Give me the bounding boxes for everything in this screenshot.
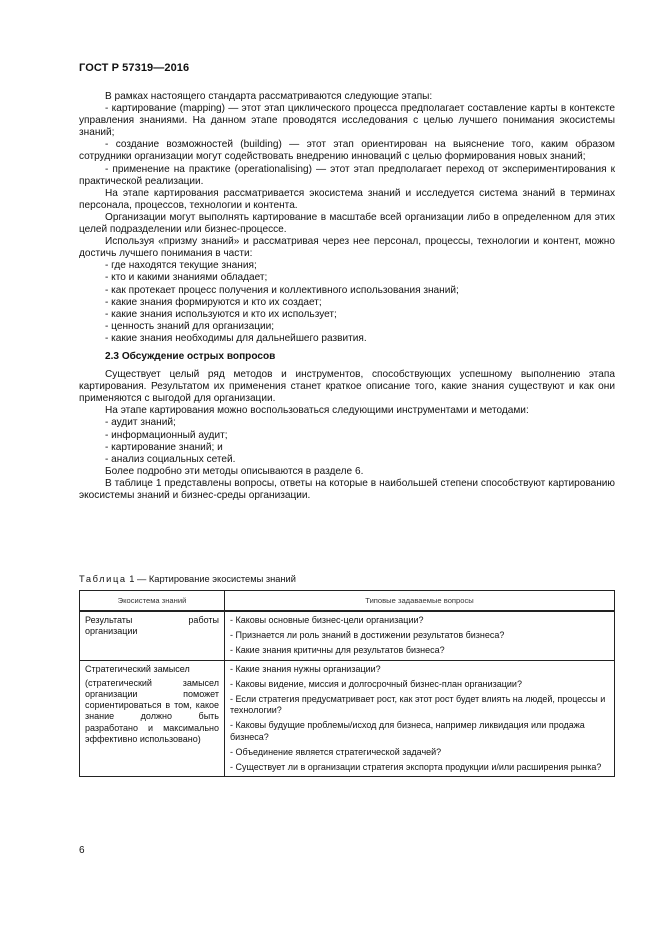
question-item: - Существует ли в организации стратегия экспорта продукции и/или расширения рынка? (230, 762, 602, 773)
table-caption-label: Таблица (79, 574, 127, 584)
question-item: - Какие знания критичны для результатов бизнеса? (230, 645, 445, 656)
tools-paragraph: На этапе картирования можно воспользоваться следующими инструментами и методами: (105, 405, 529, 417)
header-questions: Типовые задаваемые вопросы (225, 591, 615, 612)
table-header-row (80, 591, 615, 612)
stage-item: - картирование (mapping) — этот этап циклического процесса предполагает составление карты в контексте управления знаниями. На данном этапе проводятся исследования с целью лучшего понимания экосистемы знаний; (79, 103, 615, 139)
question-item: - Каковы основные бизнес-цели организации? (230, 615, 424, 625)
row-category: Стратегический замысел (85, 663, 190, 674)
table-caption (79, 574, 296, 584)
section-heading: 2.3 Обсуждение острых вопросов (105, 350, 276, 362)
question-item: - Каковы видение, миссия и долгосрочный бизнес-план организации? (230, 678, 522, 689)
row-category: Результаты работы организации (85, 615, 219, 637)
section6-paragraph: Более подробно эти методы описываются в разделе 6. (105, 465, 364, 477)
table-row (80, 611, 615, 660)
prism-item: - какие знания необходимы для дальнейшего развития. (105, 332, 367, 344)
document-header: ГОСТ Р 57319—2016 (79, 62, 190, 74)
row-questions-cell (225, 611, 615, 660)
prism-item: - где находятся текущие знания; (105, 260, 257, 272)
tool-item: - информационный аудит; (105, 429, 228, 441)
question-item: - Какие знания нужны организации? (230, 663, 381, 674)
scale-paragraph: Организации могут выполнять картирование в масштабе всей организации либо в определенном для этих целей подразделении или бизнес-процессе. (79, 211, 615, 236)
question-item: - Если стратегия предусматривает рост, как этот рост будет влиять на людей, процессы и технологии? (230, 694, 606, 716)
stage-item: - создание возможностей (building) — этот этап ориентирован на выяснение того, каким образом сотрудники организации могут содействовать внедрению инноваций с целью формирования новых знаний; (79, 139, 615, 163)
mapping-paragraph: На этапе картирования рассматривается экосистема знаний и исследуется система знаний в терминах персонала, процессов, технологии и контента. (79, 187, 615, 211)
knowledge-ecosystem-table (79, 590, 615, 777)
methods-paragraph: Существует целый ряд методов и инструментов, способствующих успешному выполнению этапа картирования. Результатом их применения станет краткое описание того, какие знания существуют и как они применяются с выгодой для организации. (79, 369, 615, 405)
table-caption-title: 1 — Картирование экосистемы знаний (126, 574, 296, 584)
question-item: - Объединение является стратегической задачей? (230, 746, 442, 757)
intro-paragraph: В рамках настоящего стандарта рассматриваются следующие этапы: (105, 91, 433, 102)
row-category-note: (стратегический замысел организации поможет сориентироваться в том, какое знание должно быть разработано и максимально эффективно использовано) (85, 677, 219, 744)
tool-item: - аудит знаний; (105, 417, 176, 429)
prism-item: - как протекает процесс получения и коллективного использования знаний; (105, 284, 459, 296)
prism-item: - ценность знаний для организации; (105, 320, 275, 332)
table-intro-paragraph: В таблице 1 представлены вопросы, ответы на которые в наибольшей степени способствуют картированию экосистемы знаний и бизнес-среды организации. (79, 477, 615, 501)
question-item: - Каковы будущие проблемы/исход для бизнеса, например ликвидация или продажа бизнеса? (230, 720, 585, 742)
tool-item: - картирование знаний; и (105, 441, 223, 453)
row-questions-cell (225, 660, 615, 777)
prism-item: - какие знания формируются и кто их создает; (105, 296, 322, 308)
prism-paragraph: Используя «призму знаний» и рассматривая через нее персонал, процессы, технологии и контент, можно достичь лучшего понимания в части: (79, 236, 615, 260)
prism-item: - кто и какими знаниями обладает; (105, 272, 268, 284)
prism-item: - какие знания используются и кто их использует; (105, 308, 337, 320)
stage-item: - применение на практике (operationalising) — этот этап предполагает переход от экспериментирования к практической реализации. (79, 163, 615, 187)
header-ecosystem: Экосистема знаний (80, 591, 225, 612)
tool-item: - анализ социальных сетей. (105, 453, 236, 465)
table-row (80, 660, 615, 777)
question-item: - Признается ли роль знаний в достижении результатов бизнеса? (230, 630, 505, 641)
row-category-cell (80, 660, 225, 777)
row-category-cell (80, 611, 225, 660)
page-number: 6 (79, 845, 85, 856)
body-text (79, 91, 615, 502)
